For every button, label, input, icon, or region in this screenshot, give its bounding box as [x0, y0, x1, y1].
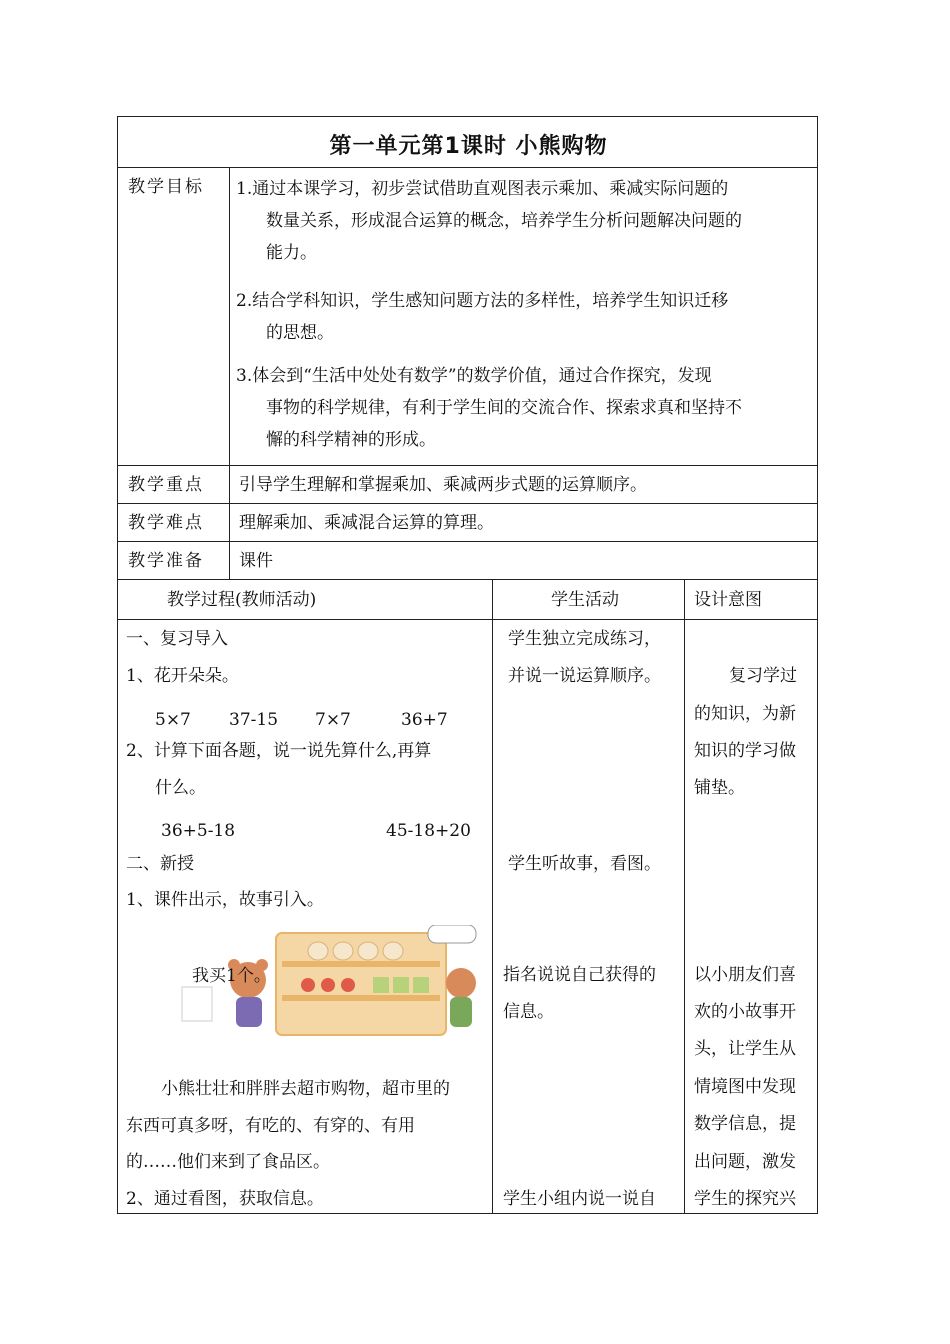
expr: 45-18+20: [386, 821, 471, 841]
new-item-1: 1、课件出示，故事引入。: [126, 890, 324, 910]
expr: 37-15: [229, 710, 279, 730]
goal-1-line-2: 数量关系，形成混合运算的概念，培养学生分析问题解决问题的: [266, 211, 742, 231]
header-design: 设计意图: [694, 590, 762, 610]
student-activity-1-line-2: 并说一说运算顺序。: [508, 666, 661, 686]
student-activity-1-line-1: 学生独立完成练习，: [508, 629, 661, 649]
review-item-1: 1、花开朵朵。: [126, 666, 239, 686]
review-item-2-line-2: 什么。: [155, 778, 206, 798]
design-note-1-line-1: 复习学过: [729, 666, 797, 686]
design-note-1-line-4: 铺垫。: [694, 778, 745, 798]
design-note-2-line-3: 头，让学生从: [694, 1039, 796, 1059]
expr: 36+7: [401, 710, 448, 730]
design-note-2-line-4: 情境图中发现: [694, 1077, 796, 1097]
expr: 36+5-18: [161, 821, 236, 841]
preparation-text: 课件: [239, 551, 273, 571]
column-divider: [684, 579, 685, 1213]
goal-1-line-3: 能力。: [266, 243, 317, 263]
story-line-2: 东西可真多呀，有吃的、有穿的、有用: [126, 1116, 415, 1136]
page-title: 第一单元第1课时 小熊购物: [329, 134, 608, 159]
goal-1-line-1: 1.通过本课学习，初步尝试借助直观图表示乘加、乘减实际问题的: [236, 179, 729, 199]
student-activity-3-line-1: 指名说说自己获得的: [503, 965, 656, 985]
student-activity-3-line-2: 信息。: [503, 1002, 554, 1022]
row-divider: [118, 167, 817, 168]
design-note-1-line-3: 知识的学习做: [694, 741, 796, 761]
design-note-2-line-6: 出问题，激发: [694, 1152, 796, 1172]
column-divider: [229, 167, 230, 579]
goal-3-line-2: 事物的科学规律，有利于学生间的交流合作、探索求真和坚持不: [266, 398, 742, 418]
story-line-3: 的……他们来到了食品区。: [126, 1152, 330, 1172]
row-divider: [118, 541, 817, 542]
goal-3-line-3: 懈的科学精神的形成。: [266, 430, 436, 450]
design-note-2-line-2: 欢的小故事开: [694, 1002, 796, 1022]
story-line-1: 小熊壮壮和胖胖去超市购物，超市里的: [161, 1079, 450, 1099]
lesson-plan-table: [117, 116, 818, 1214]
design-note-2-line-7: 学生的探究兴: [694, 1189, 796, 1209]
row-divider: [118, 465, 817, 466]
preparation-label: 教学准备: [128, 551, 204, 571]
column-divider: [492, 579, 493, 1213]
illustration-caption: 我买1个。: [192, 966, 271, 986]
section-review: 一、复习导入: [126, 629, 228, 649]
goal-3-line-1: 3.体会到“生活中处处有数学”的数学价值，通过合作探究，发现: [236, 366, 712, 386]
goals-label: 教学目标: [128, 177, 204, 197]
row-divider: [118, 619, 817, 620]
difficulty-text: 理解乘加、乘减混合运算的算理。: [239, 513, 494, 533]
expr: 5×7: [155, 710, 191, 730]
design-note-2-line-5: 数学信息，提: [694, 1114, 796, 1134]
focus-label: 教学重点: [128, 475, 204, 495]
section-new: 二、新授: [126, 854, 194, 874]
student-activity-4: 学生小组内说一说自: [503, 1189, 656, 1209]
header-process: 教学过程(教师活动): [167, 590, 317, 610]
goal-2-line-1: 2.结合学科知识，学生感知问题方法的多样性，培养学生知识迁移: [236, 291, 729, 311]
row-divider: [118, 579, 817, 580]
new-item-2: 2、通过看图，获取信息。: [126, 1189, 324, 1209]
focus-text: 引导学生理解和掌握乘加、乘减两步式题的运算顺序。: [239, 475, 647, 495]
goal-2-line-2: 的思想。: [266, 323, 334, 343]
expr: 7×7: [315, 710, 351, 730]
header-student: 学生活动: [551, 590, 619, 610]
review-item-2-line-1: 2、计算下面各题，说一说先算什么,再算: [126, 741, 432, 761]
design-note-1-line-2: 的知识，为新: [694, 704, 796, 724]
design-note-2-line-1: 以小朋友们喜: [694, 965, 796, 985]
student-activity-2: 学生听故事，看图。: [508, 854, 661, 874]
row-divider: [118, 503, 817, 504]
difficulty-label: 教学难点: [128, 513, 204, 533]
